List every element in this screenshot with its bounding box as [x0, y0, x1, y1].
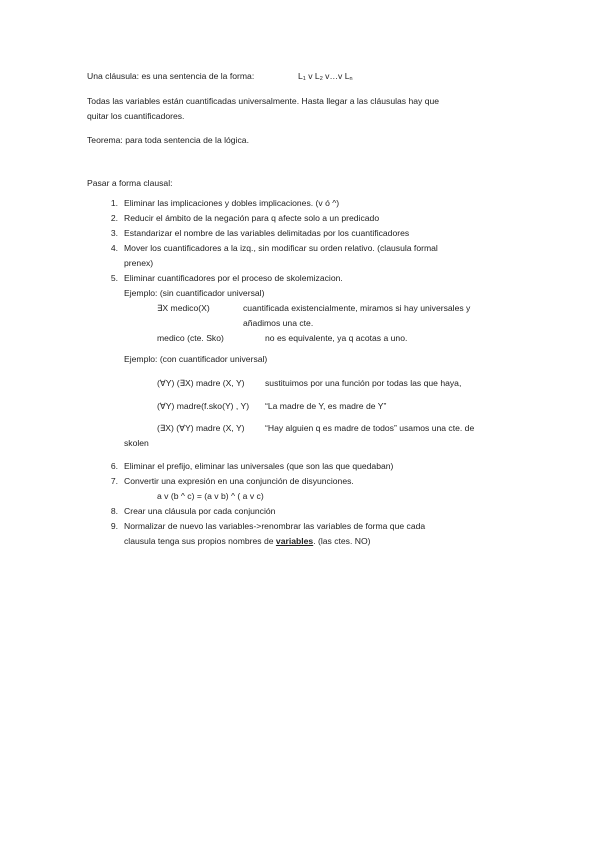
- ejemplo-1-formula-2: medico (cte. Sko): [157, 333, 224, 343]
- step-text: Mover los cuantificadores a la izq., sin modificar su orden relativo. (clausula formal: [124, 243, 438, 253]
- ejemplo-2-formula-1: (∀Y) (∃X) madre (X, Y): [157, 378, 245, 388]
- section-title: Pasar a forma clausal:: [87, 178, 173, 188]
- step-text: Normalizar de nuevo las variables->renombrar las variables de forma que cada: [124, 521, 426, 531]
- ejemplo-2-desc-3: “Hay alguien q es madre de todos” usamos una cte. de: [265, 423, 475, 433]
- step-number: 5.: [110, 273, 118, 283]
- teorema-line: Teorema: para toda sentencia de la lógica.: [87, 135, 249, 145]
- step-text: Eliminar el prefijo, eliminar las universales (que son las que quedaban): [124, 461, 394, 471]
- step-text: Eliminar las implicaciones y dobles implicaciones. (v ó ^): [124, 198, 340, 208]
- step-7-formula: a v (b ^ c) = (a v b) ^ ( a v c): [157, 491, 264, 501]
- variables-paragraph-line-2: quitar los cuantificadores.: [87, 111, 185, 121]
- ejemplo-1-title: Ejemplo: (sin cuantificador universal): [124, 288, 265, 298]
- step-number: 3.: [110, 228, 118, 238]
- ejemplo-2-desc-3-cont: skolen: [124, 438, 149, 448]
- step-number: 2.: [110, 213, 118, 223]
- ejemplo-2-formula-3: (∃X) (∀Y) madre (X, Y): [157, 423, 245, 433]
- clausula-formula: $L_1$ v $L_2$ v…v $L_n$: [298, 71, 353, 82]
- step-text: Estandarizar el nombre de las variables delimitadas por los cuantificadores: [124, 228, 410, 238]
- clausula-definition-label: Una cláusula: es una sentencia de la forma:: [87, 71, 255, 81]
- step-number: 7.: [110, 476, 118, 486]
- step-9-continuation: [124, 536, 371, 547]
- step-number: 6.: [110, 461, 118, 471]
- ejemplo-1-formula-1: ∃X medico(X): [157, 303, 210, 313]
- step-number: 1.: [110, 198, 118, 208]
- step-9-cont-before: clausula tenga sus propios nombres de: [124, 536, 276, 546]
- step-number: 4.: [110, 243, 118, 253]
- step-text: Eliminar cuantificadores por el proceso de skolemizacion.: [124, 273, 343, 283]
- step-text: Crear una cláusula por cada conjunción: [124, 506, 276, 516]
- ejemplo-2-formula-2: (∀Y) madre(f.sko(Y) , Y): [157, 401, 250, 411]
- ejemplo-2-title: Ejemplo: (con cuantificador universal): [124, 354, 268, 364]
- step-9-underlined-word: variables: [275, 536, 314, 546]
- step-text-continuation: prenex): [124, 258, 154, 268]
- step-text: Reducir el ámbito de la negación para q afecte solo a un predicado: [124, 213, 380, 223]
- step-number: 9.: [110, 521, 118, 531]
- ejemplo-2-desc-1: sustituimos por una función por todas las que haya,: [265, 378, 462, 388]
- step-text: Convertir una expresión en una conjunción de disyunciones.: [124, 476, 354, 486]
- step-number: 8.: [110, 506, 118, 516]
- step-9-cont-after: . (las ctes. NO): [313, 536, 371, 546]
- variables-paragraph-line-1: Todas las variables están cuantificadas universalmente. Hasta llegar a las cláusulas hay que: [87, 96, 440, 106]
- ejemplo-1-desc-1-cont: añadimos una cte.: [243, 318, 314, 328]
- ejemplo-1-desc-2: no es equivalente, ya q acotas a uno.: [265, 333, 408, 343]
- ejemplo-2-desc-2: “La madre de Y, es madre de Y”: [265, 401, 387, 411]
- ejemplo-1-desc-1: cuantificada existencialmente, miramos si hay universales y: [243, 303, 471, 313]
